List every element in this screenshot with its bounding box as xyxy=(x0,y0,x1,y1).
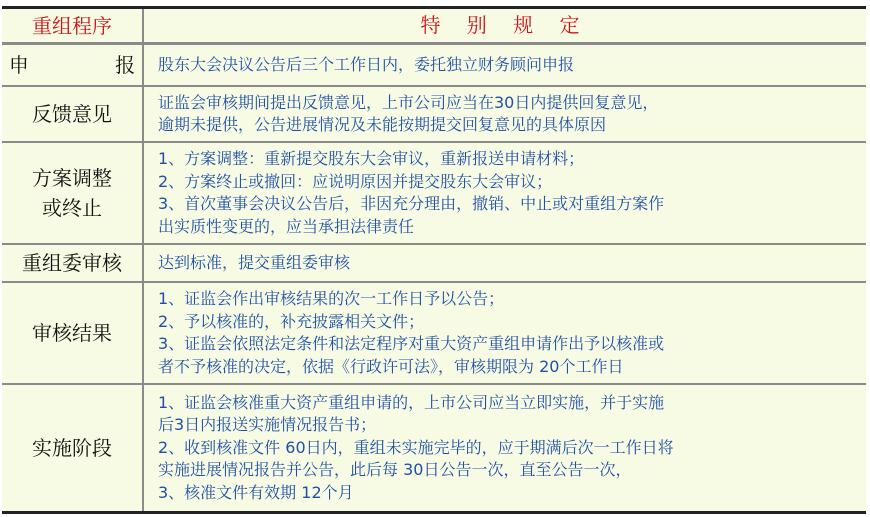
content-line: 1、方案调整：重新提交股东大会审议，重新报送申请材料； xyxy=(158,149,585,168)
content-line: 后3日内报送实施情况报告书； xyxy=(158,415,377,435)
content-line: 3、核准文件有效期 12个月 xyxy=(158,482,354,502)
content-line: 2、予以核准的，补充披露相关文件； xyxy=(158,311,425,331)
row-label xyxy=(2,385,144,511)
row-content xyxy=(144,143,866,243)
row-committee-review xyxy=(2,243,866,281)
content-line: 出实质性变更的，应当承担法律责任 xyxy=(158,216,415,236)
content-line: 实施进展情况报告并公告，此后每 30日公告一次，直至公告一次， xyxy=(158,460,632,480)
row-content xyxy=(144,385,866,511)
content-line: 1、证监会核准重大资产重组申请的，上市公司应当立即实施，并于实施 xyxy=(158,392,665,412)
content-line: 2、收到核准文件 60日内，重组未实施完毕的，应于期满后次一工作日将 xyxy=(158,437,674,457)
row-label-line: 重组委审核 xyxy=(22,251,122,275)
row-label xyxy=(2,87,144,141)
row-content xyxy=(144,245,866,281)
row-label-line: 反馈意见 xyxy=(32,102,112,126)
row-label-line: 申 报 xyxy=(8,53,176,77)
row-declare xyxy=(2,43,866,85)
row-content xyxy=(144,283,866,383)
row-label xyxy=(2,283,144,383)
table-header xyxy=(2,9,866,43)
content-line: 3、首次董事会决议公告后，非因充分理由，撤销、中止或对重组方案作 xyxy=(158,194,665,213)
content-line: 股东大会决议公告后三个工作日内，委托独立财务顾问申报 xyxy=(158,54,575,74)
row-review-result xyxy=(2,281,866,383)
content-line: 逾期未提供，公告进展情况及未能按期提交回复意见的具体原因 xyxy=(158,115,607,134)
row-implementation xyxy=(2,383,866,511)
row-label xyxy=(2,245,144,281)
regulation-table xyxy=(2,6,866,514)
row-label xyxy=(2,143,144,243)
content-line: 1、证监会作出审核结果的次一工作日予以公告； xyxy=(158,289,505,308)
row-content xyxy=(144,45,866,85)
row-feedback xyxy=(2,85,866,141)
content-line: 达到标准，提交重组委审核 xyxy=(158,252,351,272)
row-label-line: 实施阶段 xyxy=(32,436,112,460)
row-label-line: 或终止 xyxy=(42,196,102,220)
row-content xyxy=(144,87,866,141)
content-line: 证监会审核期间提出反馈意见，上市公司应当在30日内提供回复意见， xyxy=(158,92,659,112)
row-label-line: 审核结果 xyxy=(32,321,112,345)
header-special-rules: 特 别 规 定 xyxy=(420,13,590,38)
row-label-line: 方案调整 xyxy=(32,166,112,190)
content-line: 3、证监会依照法定条件和法定程序对重大资产重组申请作出予以核准或 xyxy=(158,334,665,353)
row-adjustment xyxy=(2,141,866,243)
content-line: 者不予核准的决定，依据《行政许可法》，审核期限为 20个工作日 xyxy=(158,356,624,376)
row-label xyxy=(2,45,176,85)
header-procedure: 重组程序 xyxy=(2,9,144,42)
content-line: 2、方案终止或撤回：应说明原因并提交股东大会审议； xyxy=(158,171,553,191)
